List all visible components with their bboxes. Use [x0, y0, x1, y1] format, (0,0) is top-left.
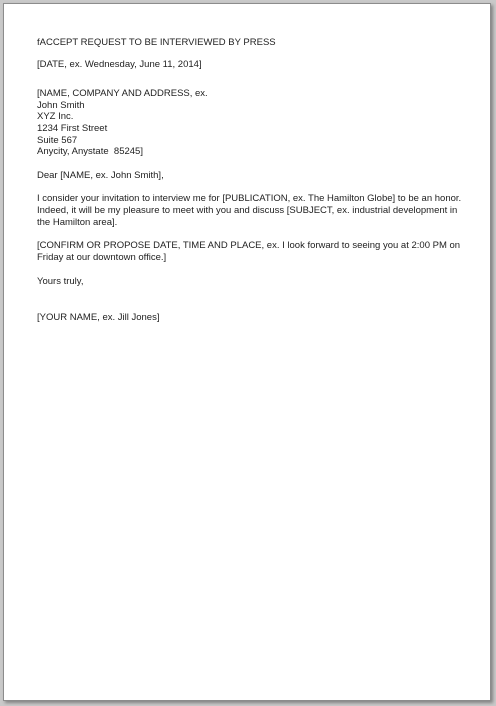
- recipient-address: [37, 88, 467, 158]
- letter-date: [DATE, ex. Wednesday, June 11, 2014]: [37, 58, 202, 70]
- body-paragraph: [CONFIRM OR PROPOSE DATE, TIME AND PLACE, ex. I look forward to seeing you at 2:00 PM on Friday at our downtown office.]: [37, 240, 461, 263]
- body-paragraph: I consider your invitation to interview me for [PUBLICATION, ex. The Hamilton Globe] to be an honor. Indeed, it will be my pleasure to meet with you and discuss [SUBJECT, ex. industrial development in the Hamilton area].: [37, 193, 462, 228]
- salutation: Dear [NAME, ex. John Smith],: [37, 169, 164, 181]
- address-line: 1234 First Street: [37, 122, 108, 134]
- document-page: [3, 3, 491, 701]
- address-line: [NAME, COMPANY AND ADDRESS, ex.: [37, 88, 208, 100]
- address-line: Anycity, Anystate 85245]: [37, 146, 143, 158]
- signature-placeholder: [YOUR NAME, ex. Jill Jones]: [37, 311, 160, 323]
- address-line: XYZ Inc.: [37, 111, 74, 123]
- address-line: John Smith: [37, 99, 85, 111]
- closing: Yours truly,: [37, 276, 84, 288]
- address-line: Suite 567: [37, 134, 78, 146]
- letter-title: fACCEPT REQUEST TO BE INTERVIEWED BY PRESS: [37, 37, 276, 48]
- letter-body: [37, 37, 467, 324]
